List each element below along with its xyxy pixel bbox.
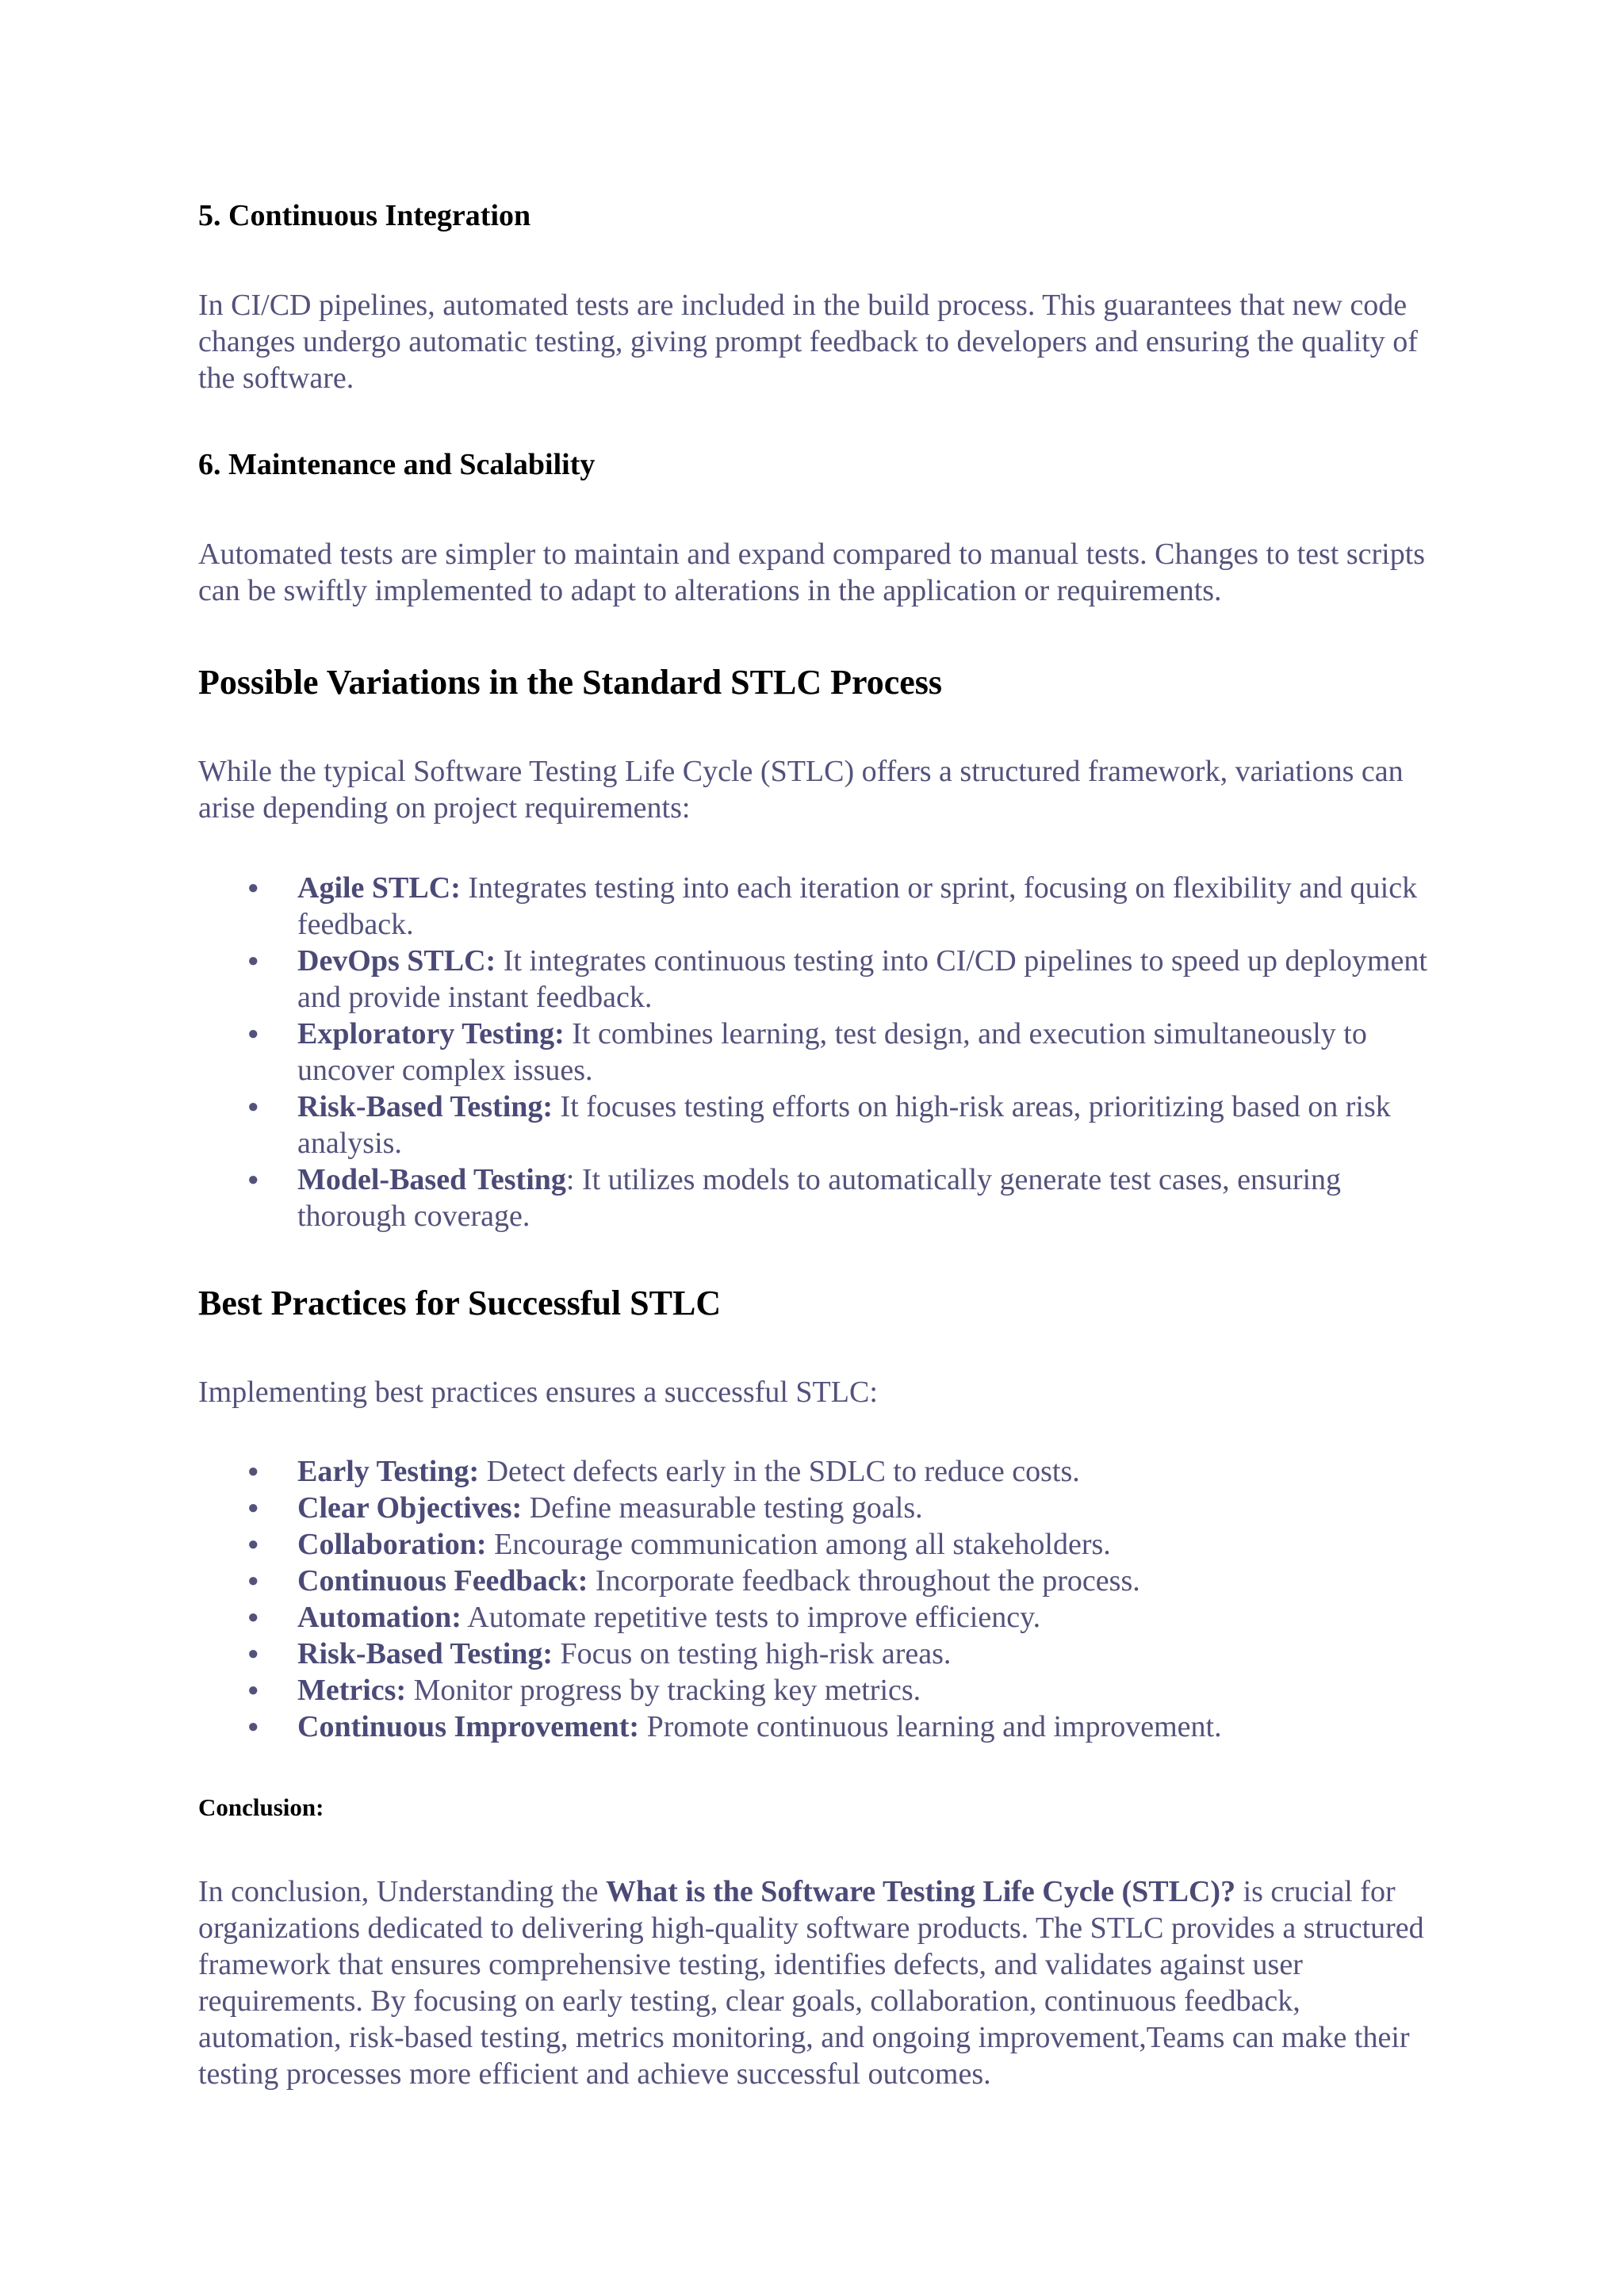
list-item	[198, 1490, 1435, 1526]
paragraph-best-practices-intro: Implementing best practices ensures a successful STLC:	[198, 1376, 878, 1409]
paragraph-continuous-integration: In CI/CD pipelines, automated tests are included in the build process. This guarantees that new code changes undergo automatic testing, giving prompt feedback to developers and ensuring the quality of the software.	[198, 289, 1418, 395]
bullet-icon: ●	[247, 1461, 259, 1482]
list-item	[198, 1161, 1435, 1234]
paragraph-conclusion	[198, 1873, 1435, 2092]
bullet-icon: ●	[247, 1607, 259, 1628]
list-item-term: Continuous Improvement:	[297, 1710, 640, 1743]
list-item-text: Define measurable testing goals.	[522, 1491, 923, 1525]
list-item-term: Metrics:	[297, 1674, 407, 1707]
bullet-icon: ●	[247, 1571, 259, 1591]
list-item	[198, 1563, 1435, 1599]
bullet-icon: ●	[247, 1498, 259, 1518]
list-item	[198, 1599, 1435, 1636]
bullet-icon: ●	[247, 951, 259, 971]
conclusion-emphasis: What is the Software Testing Life Cycle (STLC)?	[605, 1875, 1236, 1908]
list-item-term: Risk-Based Testing:	[297, 1090, 553, 1123]
conclusion-lead: In conclusion, Understanding the	[198, 1875, 606, 1908]
heading-best-practices: Best Practices for Successful STLC	[198, 1284, 722, 1322]
paragraph-variations-intro: While the typical Software Testing Life Cycle (STLC) offers a structured framework, variations can arise depending on project requirements:	[198, 755, 1404, 825]
list-item-text: Encourage communication among all stakeholders.	[486, 1528, 1111, 1561]
list-item-text: Promote continuous learning and improvement.	[639, 1710, 1222, 1743]
paragraph-maintenance-scalability: Automated tests are simpler to maintain and expand compared to manual tests. Changes to test scripts can be swiftly implemented to adapt to alterations in the application or requirements.	[198, 538, 1426, 607]
best-practices-list	[198, 1453, 1435, 1745]
list-item-text: Detect defects early in the SDLC to reduce costs.	[479, 1455, 1080, 1488]
list-item	[198, 870, 1435, 943]
list-item-text: Monitor progress by tracking key metrics.	[406, 1674, 921, 1707]
bullet-icon: ●	[247, 1024, 259, 1044]
heading-stlc-variations: Possible Variations in the Standard STLC Process	[198, 663, 943, 702]
bullet-icon: ●	[247, 1680, 259, 1701]
list-item	[198, 1089, 1435, 1161]
list-item-text: : It utilizes models to automatically generate test cases, ensuring thorough coverage.	[297, 1163, 1342, 1233]
list-item-text: It focuses testing efforts on high-risk areas, prioritizing based on risk analysis.	[297, 1090, 1391, 1160]
heading-continuous-integration: 5. Continuous Integration	[198, 199, 531, 232]
list-item	[198, 1453, 1435, 1490]
list-item-term: Risk-Based Testing:	[297, 1637, 553, 1670]
bullet-icon: ●	[247, 1534, 259, 1555]
list-item-term: DevOps STLC:	[297, 944, 496, 978]
heading-conclusion: Conclusion:	[198, 1793, 324, 1821]
bullet-icon: ●	[247, 1169, 259, 1190]
list-item-term: Automation:	[297, 1601, 462, 1634]
list-item	[198, 1709, 1435, 1745]
heading-maintenance-scalability: 6. Maintenance and Scalability	[198, 448, 596, 481]
list-item	[198, 1636, 1435, 1672]
list-item-term: Collaboration:	[297, 1528, 487, 1561]
list-item-term: Early Testing:	[297, 1455, 480, 1488]
conclusion-rest: is crucial for organizations dedicated to delivering high-quality software products. The STLC provides a structured framework that ensures comprehensive testing, identifies defects, and validates against user requirements. By focusing on early testing, clear goals, collaboration, continuous feedback, automation, risk-based testing, metrics monitoring, and ongoing improvement,Teams can make their testing processes more efficient and achieve successful outcomes.	[198, 1875, 1424, 2091]
list-item-text: Focus on testing high-risk areas.	[553, 1637, 952, 1670]
list-item-text: It integrates continuous testing into CI/CD pipelines to speed up deployment and provide instant feedback.	[297, 944, 1427, 1014]
list-item-text: Incorporate feedback throughout the process.	[588, 1564, 1140, 1598]
bullet-icon: ●	[247, 878, 259, 898]
bullet-icon: ●	[247, 1096, 259, 1117]
bullet-icon: ●	[247, 1716, 259, 1737]
list-item-term: Exploratory Testing:	[297, 1017, 565, 1050]
list-item	[198, 1526, 1435, 1563]
list-item-term: Clear Objectives:	[297, 1491, 523, 1525]
list-item-text: It combines learning, test design, and execution simultaneously to uncover complex issues.	[297, 1017, 1367, 1087]
list-item-term: Continuous Feedback:	[297, 1564, 588, 1598]
list-item	[198, 943, 1435, 1016]
list-item-text: Integrates testing into each iteration or sprint, focusing on flexibility and quick feedback.	[297, 871, 1418, 941]
list-item-text: Automate repetitive tests to improve efficiency.	[461, 1601, 1041, 1634]
bullet-icon: ●	[247, 1644, 259, 1664]
variations-list	[198, 870, 1435, 1234]
list-item	[198, 1016, 1435, 1089]
list-item	[198, 1672, 1435, 1709]
list-item-term: Model-Based Testing	[297, 1163, 566, 1196]
list-item-term: Agile STLC:	[297, 871, 461, 905]
